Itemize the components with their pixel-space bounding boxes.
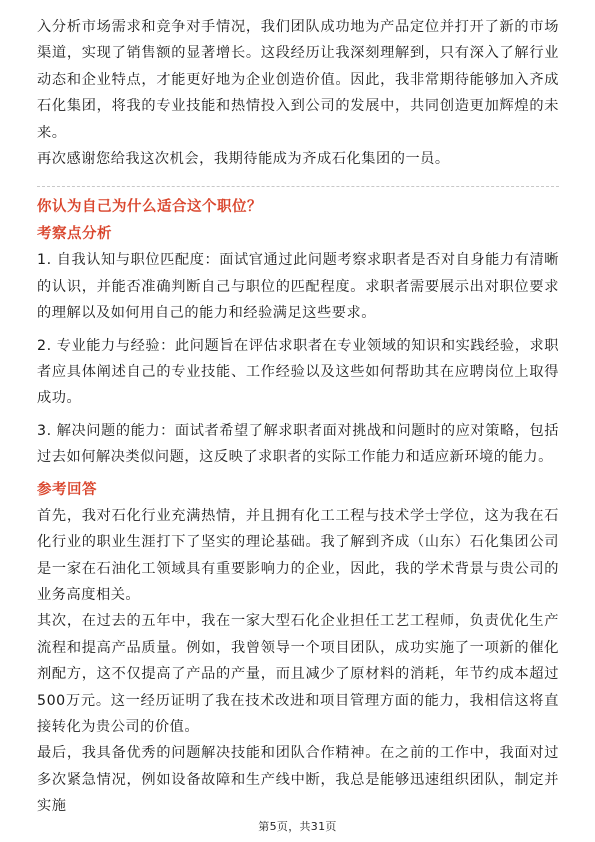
intro-paragraph: 入分析市场需求和竞争对手情况，我们团队成功地为产品定位并打开了新的市场渠道，实现了销售额的显著增长。这段经历让我深刻理解到，只有深入了解行业动态和企业特点，才能更好地为企业创造价值。因此，我非常期待能够加入齐成石化集团，将我的专业技能和热情投入到公司的发展中，共同创造更加辉煌的未来。 — [37, 19, 559, 141]
answer-paragraph: 其次，在过去的五年中，我在一家大型石化企业担任工艺工程师，负责优化生产流程和提高产品质量。例如，我曾领导一个项目团队，成功实施了一项新的催化剂配方，这不仅提高了产品的产量，而且减少了原材料的消耗，年节约成本超过500万元。这一经历证明了我在技术改进和项目管理方面的能力，我相信这将直接转化为贵公司的价值。 — [37, 613, 559, 735]
section-divider — [37, 186, 559, 187]
intro-closing-paragraph: 再次感谢您给我这次机会，我期待能成为齐成石化集团的一员。 — [37, 151, 450, 168]
answer-paragraph: 首先，我对石化行业充满热情，并且拥有化工工程与技术学士学位，这为我在石化行业的职业生涯打下了坚实的理论基础。我了解到齐成（山东）石化集团公司是一家在石油化工领域具有重要影响力的企业，因此，我的学术背景与贵公司的业务高度相关。 — [37, 507, 559, 603]
analysis-item: 2. 专业能力与经验：此问题旨在评估求职者在专业领域的知识和实践经验，求职者应具体阐述自己的专业技能、工作经验以及这些如何帮助其在应聘岗位上取得成功。 — [37, 337, 559, 407]
document-page — [37, 14, 559, 820]
analysis-item: 3. 解决问题的能力：面试者希望了解求职者面对挑战和问题时的应对策略，包括过去如何解决类似问题，这反映了求职者的实际工作能力和适应新环境的能力。 — [37, 422, 559, 466]
page-number: 第5页，共31页 — [258, 820, 337, 833]
analysis-item: 1. 自我认知与职位匹配度：面试官通过此问题考察求职者是否对自身能力有清晰的认识，并能否准确判断自己与职位的匹配程度。求职者需要展示出对职位要求的理解以及如何用自己的能力和经验满足这些要求。 — [37, 252, 559, 322]
analysis-heading: 考察点分析 — [37, 226, 112, 243]
answer-heading: 参考回答 — [37, 481, 97, 498]
question-title: 你认为自己为什么适合这个职位？ — [37, 199, 262, 216]
answer-paragraph: 最后，我具备优秀的问题解决技能和团队合作精神。在之前的工作中，我面对过多次紧急情况，例如设备故障和生产线中断，我总是能够迅速组织团队，制定并实施 — [37, 745, 559, 815]
